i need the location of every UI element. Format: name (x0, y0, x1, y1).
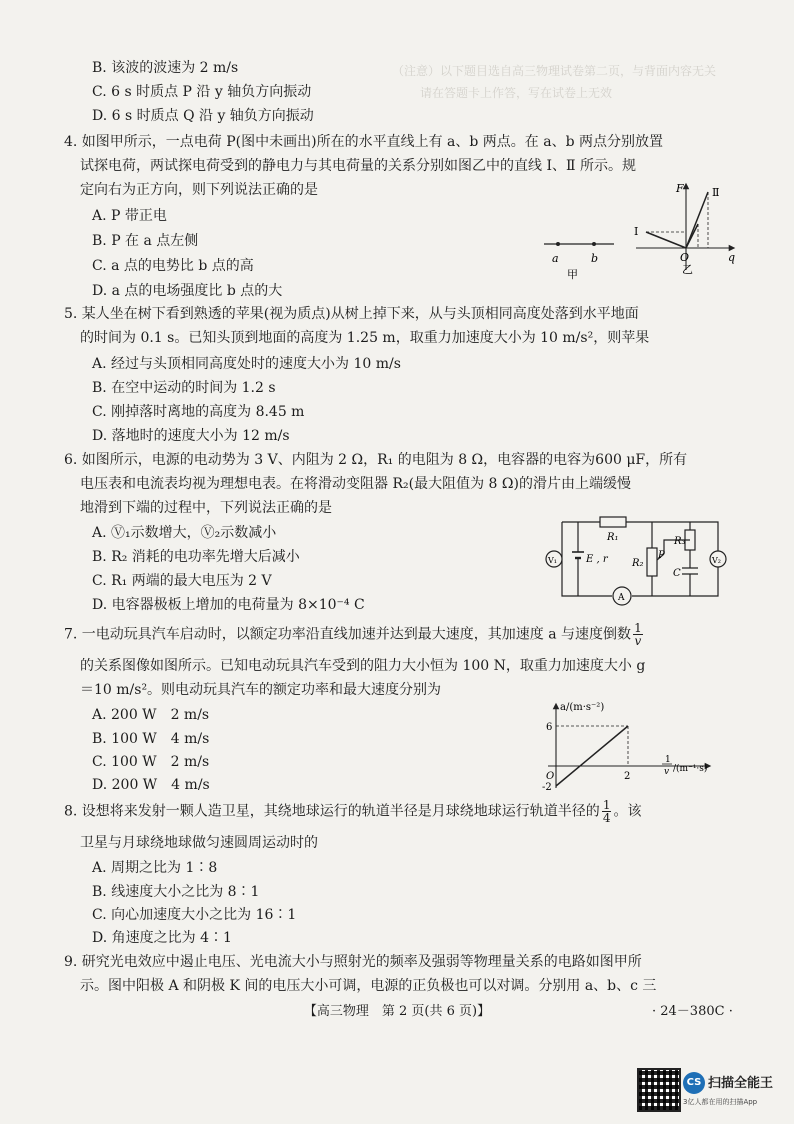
line-I-lower (646, 232, 686, 248)
q3-option-d: D. 6 s 时质点 Q 沿 y 轴负方向振动 (92, 108, 314, 124)
label-v1: V₁ (548, 556, 557, 565)
bleed-through-text: 请在答题卡上作答，写在试卷上无效 (420, 86, 613, 100)
fraction-numerator: 1 (602, 798, 611, 812)
fraction-denominator: 4 (602, 811, 611, 825)
q6-option-d: D. 电容器极板上增加的电荷量为 8×10⁻⁴ C (92, 597, 365, 613)
q6-circuit-figure (540, 510, 740, 610)
qr-code (637, 1068, 681, 1112)
q4-stem-line1: 4. 如图甲所示，一点电荷 P(图中未画出)所在的水平直线上有 a、b 两点。在 a、b 两点分别放置 (64, 134, 664, 150)
label-p: P (658, 550, 665, 561)
q8-stem-tail: 。该 (613, 803, 642, 820)
label-r1: R₁ (607, 532, 619, 543)
q5-option-b: B. 在空中运动的时间为 1.2 s (92, 380, 276, 396)
point-a (556, 242, 560, 246)
q7-option-d: D. 200 W 4 m/s (92, 777, 210, 793)
label-O: O (680, 251, 690, 264)
q7-option-a: A. 200 W 2 m/s (92, 707, 210, 723)
camscanner-logo-icon: CS (683, 1072, 705, 1094)
q8-stem-line1 (64, 799, 641, 824)
q8-option-c: C. 向心加速度大小之比为 16∶1 (92, 907, 297, 923)
capacitor (682, 568, 698, 574)
q6-stem-line2: 电压表和电流表均视为理想电表。在将滑动变阻器 R₂(最大阻值为 8 Ω)的滑片由上端缓慢 (80, 476, 631, 492)
label-jia: 甲 (567, 268, 578, 281)
label-F: F (676, 182, 684, 195)
fraction-numerator: 1 (634, 621, 642, 635)
camscanner-tagline: 3亿人都在用的扫描App (683, 1098, 758, 1106)
q7-stem-line1 (64, 622, 645, 647)
camscanner-name: 扫描全能王 (708, 1076, 774, 1091)
label-a: A (618, 593, 625, 603)
q8-stem-line2: 卫星与月球绕地球做匀速圆周运动时的 (80, 835, 318, 851)
label-I: Ⅰ (634, 225, 639, 238)
x-tick-2: 2 (624, 771, 631, 782)
q4-figure-yi (628, 180, 740, 275)
q5-stem-line1: 5. 某人坐在树下看到熟透的苹果(视为质点)从树上掉下来，从与头顶相同高度处落到水平地面 (64, 306, 639, 322)
data-line (556, 726, 631, 786)
rheostat-r2 (647, 548, 657, 576)
x-label-denominator: v (664, 767, 670, 777)
q8-option-d: D. 角速度之比为 4∶1 (92, 930, 232, 946)
point-b (592, 242, 596, 246)
label-yi: 乙 (682, 263, 693, 275)
q3-option-b: B. 该波的波速为 2 m/s (92, 60, 239, 76)
page-footer: 【高三物理 第 2 页(共 6 页)】 (303, 1004, 491, 1019)
bleed-through-text: （注意）以下题目选自高三物理试卷第二页，与背面内容无关 (392, 64, 717, 78)
q9-stem-line2: 示。图中阳极 A 和阴极 K 间的电压大小可调，电源的正负极也可以对调。分别用 a、b、c 三 (80, 978, 657, 994)
paper-code: · 24－380C · (652, 1004, 733, 1019)
q4-stem-line2: 试探电荷，两试探电荷受到的静电力与其电荷量的关系分别如图乙中的直线 Ⅰ、Ⅱ 所示。规 (80, 158, 636, 174)
q5-option-c: C. 刚掉落时离地的高度为 8.45 m (92, 404, 305, 420)
label-II: Ⅱ (712, 186, 720, 199)
label-v2: V₂ (712, 556, 721, 565)
q9-stem-line1: 9. 研究光电效应中遏止电压、光电流大小与照射光的频率及强弱等物理量关系的电路如图甲所 (64, 954, 642, 970)
label-q: q (728, 251, 736, 264)
fraction-1-over-v (633, 622, 643, 647)
q4-figure-jia (540, 232, 620, 282)
q6-stem-line1: 6. 如图所示，电源的电动势为 3 V、内阻为 2 Ω，R₁ 的电阻为 8 Ω，电容器的电容为600 μF，所有 (64, 452, 688, 468)
q6-stem-line3: 地滑到下端的过程中，下列说法正确的是 (80, 500, 332, 516)
fraction-denominator: v (634, 634, 642, 648)
q5-stem-line2: 的时间为 0.1 s。已知头顶到地面的高度为 1.25 m，取重力加速度大小为 10 m/s²，则苹果 (80, 330, 650, 346)
label-c: C (673, 568, 681, 579)
y-tick-neg2: -2 (542, 782, 552, 792)
q7-option-c: C. 100 W 2 m/s (92, 754, 210, 770)
y-tick-6: 6 (546, 722, 553, 733)
q8-stem-text: 8. 设想将来发射一颗人造卫星，其绕地球运行的轨道半径是月球绕地球运行轨道半径的 (64, 803, 600, 820)
q4-option-c: C. a 点的电势比 b 点的高 (92, 258, 254, 274)
label-a: a (552, 252, 559, 265)
fraction-1-over-4 (602, 799, 612, 824)
q6-option-a: A. Ⓥ₁示数增大，Ⓥ₂示数减小 (92, 525, 277, 541)
q4-option-b: B. P 在 a 点左侧 (92, 233, 199, 249)
q7-stem-line3: ＝10 m/s²。则电动玩具汽车的额定功率和最大速度分别为 (80, 682, 442, 698)
q6-option-b: B. R₂ 消耗的电功率先增大后减小 (92, 549, 300, 565)
label-e-r: E , r (586, 554, 608, 565)
q5-option-d: D. 落地时的速度大小为 12 m/s (92, 428, 290, 444)
q8-option-b: B. 线速度大小之比为 8∶1 (92, 884, 260, 900)
q7-option-b: B. 100 W 4 m/s (92, 731, 210, 747)
y-axis-label: a/(m·s⁻²) (560, 702, 605, 713)
resistor-r1 (600, 517, 626, 527)
q7-stem-text: 7. 一电动玩具汽车启动时，以额定功率沿直线加速并达到最大速度，其加速度 a 与速度倒数 (64, 626, 632, 643)
label-b: b (591, 252, 599, 265)
q4-option-d: D. a 点的电场强度比 b 点的大 (92, 283, 283, 299)
q5-option-a: A. 经过与头顶相同高度处时的速度大小为 10 m/s (92, 356, 401, 372)
q3-option-c: C. 6 s 时质点 P 沿 y 轴负方向振动 (92, 84, 312, 100)
q7-stem-line2: 的关系图像如图所示。已知电动玩具汽车受到的阻力大小恒为 100 N，取重力加速度大小 g (80, 658, 646, 674)
label-r3: R₃ (674, 536, 686, 547)
q7-graph (528, 700, 748, 792)
label-r2: R₂ (632, 558, 644, 569)
origin-label: O (546, 771, 555, 782)
x-label-numerator: 1 (665, 755, 671, 765)
q6-option-c: C. R₁ 两端的最大电压为 2 V (92, 573, 272, 589)
q4-stem-line3: 定向右为正方向，则下列说法正确的是 (80, 182, 318, 198)
line-II (686, 192, 708, 248)
q4-option-a: A. P 带正电 (92, 208, 167, 224)
q8-option-a: A. 周期之比为 1∶8 (92, 860, 218, 876)
x-label-unit: /(m⁻¹·s) (673, 764, 708, 774)
